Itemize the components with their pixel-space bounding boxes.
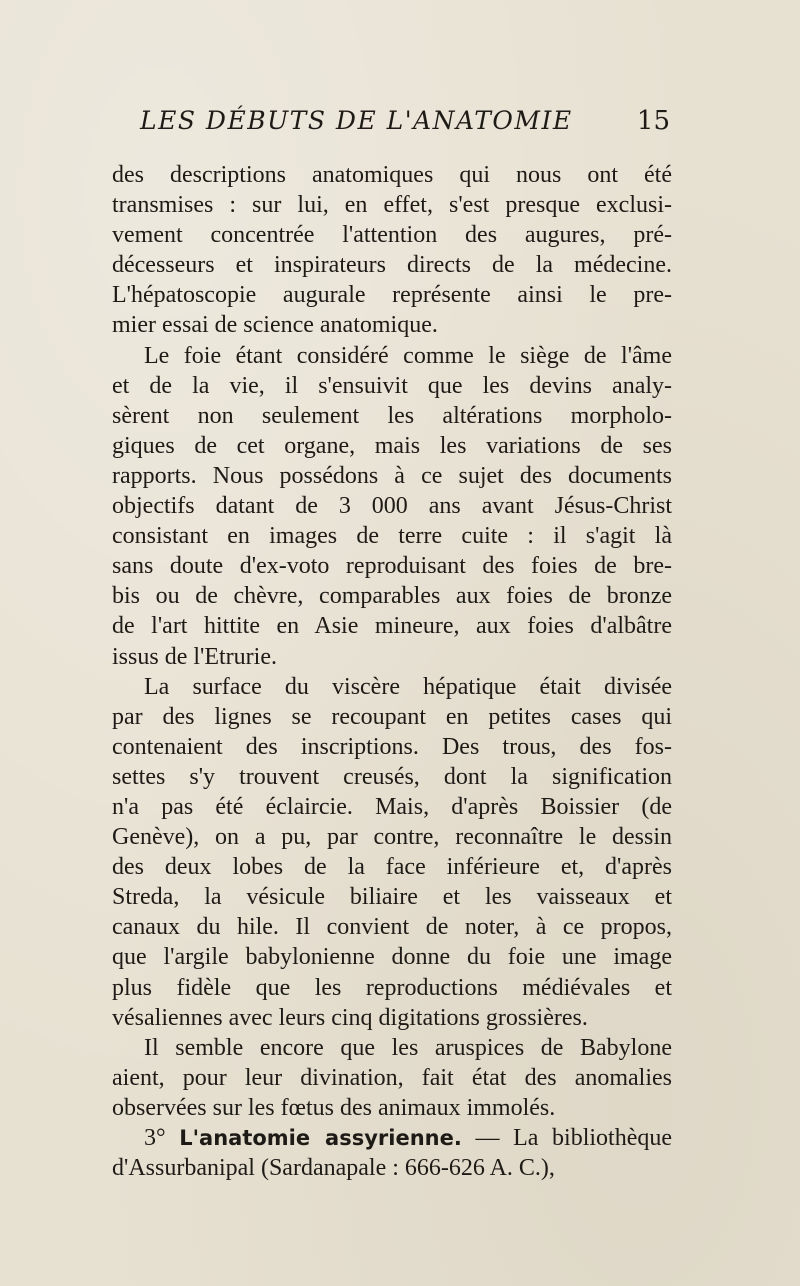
text-line: contenaient des inscriptions. Des trous, des fos- <box>112 733 672 760</box>
text-line: décesseurs et inspirateurs directs de la médecine. <box>112 252 672 279</box>
text-line: que l'argile babylonienne donne du foie une image <box>112 944 672 971</box>
text-line: aient, pour leur divination, fait état des anomalies <box>112 1064 672 1091</box>
text-line: mier essai de science anatomique. <box>112 312 438 339</box>
section-number: 3° <box>144 1125 166 1151</box>
section-heading-line <box>112 1123 672 1153</box>
text-line: des descriptions anatomiques qui nous ont été <box>112 162 672 188</box>
text-line: de l'art hittite en Asie mineure, aux foies d'albâtre <box>112 613 672 640</box>
running-title: LES DÉBUTS DE L'ANATOMIE <box>140 106 573 135</box>
text-line: canaux du hile. Il convient de noter, à ce propos, <box>112 914 672 941</box>
text-line: vement concentrée l'attention des augures, pré- <box>112 222 672 249</box>
text-line: giques de cet organe, mais les variations de ses <box>112 432 672 459</box>
text-line: n'a pas été éclaircie. Mais, d'après Boissier (de <box>112 793 672 820</box>
page-number: 15 <box>636 106 670 136</box>
text-line: consistant en images de terre cuite : il s'agit là <box>112 523 672 550</box>
text-line: issus de l'Etrurie. <box>112 643 277 670</box>
text-line: plus fidèle que les reproductions médiévales et <box>112 974 672 1001</box>
paragraph-start-line: Il semble encore que les aruspices de Babylone <box>144 1034 672 1061</box>
text-line: objectifs datant de 3 000 ans avant Jésus-Christ <box>112 493 672 520</box>
paragraph-start-line: La surface du viscère hépatique était divisée <box>144 673 672 700</box>
section-heading-continuation: — La bibliothèque <box>461 1125 672 1151</box>
paragraph-start-line: Le foie étant considéré comme le siège de l'âme <box>144 342 672 369</box>
text-line: rapports. Nous possédons à ce sujet des documents <box>112 462 672 489</box>
text-line: par des lignes se recoupant en petites cases qui <box>112 703 672 730</box>
text-line: vésaliennes avec leurs cinq digitations grossières. <box>112 1004 588 1031</box>
text-line: sans doute d'ex-voto reproduisant des foies de bre- <box>112 553 672 580</box>
text-line: sèrent non seulement les altérations morpholo- <box>112 402 672 429</box>
text-line: des deux lobes de la face inférieure et, d'après <box>112 854 672 881</box>
text-line: et de la vie, il s'ensuivit que les devins analy- <box>112 372 672 399</box>
text-line: transmises : sur lui, en effet, s'est presque exclusi- <box>112 192 672 219</box>
text-line: Genève), on a pu, par contre, reconnaître le dessin <box>112 824 672 851</box>
page-header <box>140 106 670 146</box>
text-line: L'hépatoscopie augurale représente ainsi le pre- <box>112 282 672 309</box>
body-text <box>112 160 672 1183</box>
section-heading: L'anatomie assyrienne. <box>179 1126 462 1150</box>
text-line: observées sur les fœtus des animaux immolés. <box>112 1094 556 1121</box>
text-line: bis ou de chèvre, comparables aux foies de bronze <box>112 583 672 610</box>
text-line: Streda, la vésicule biliaire et les vaisseaux et <box>112 884 672 911</box>
text-line: settes s'y trouvent creusés, dont la signification <box>112 763 672 790</box>
text-line: d'Assurbanipal (Sardanapale : 666-626 A. C.), <box>112 1155 555 1182</box>
